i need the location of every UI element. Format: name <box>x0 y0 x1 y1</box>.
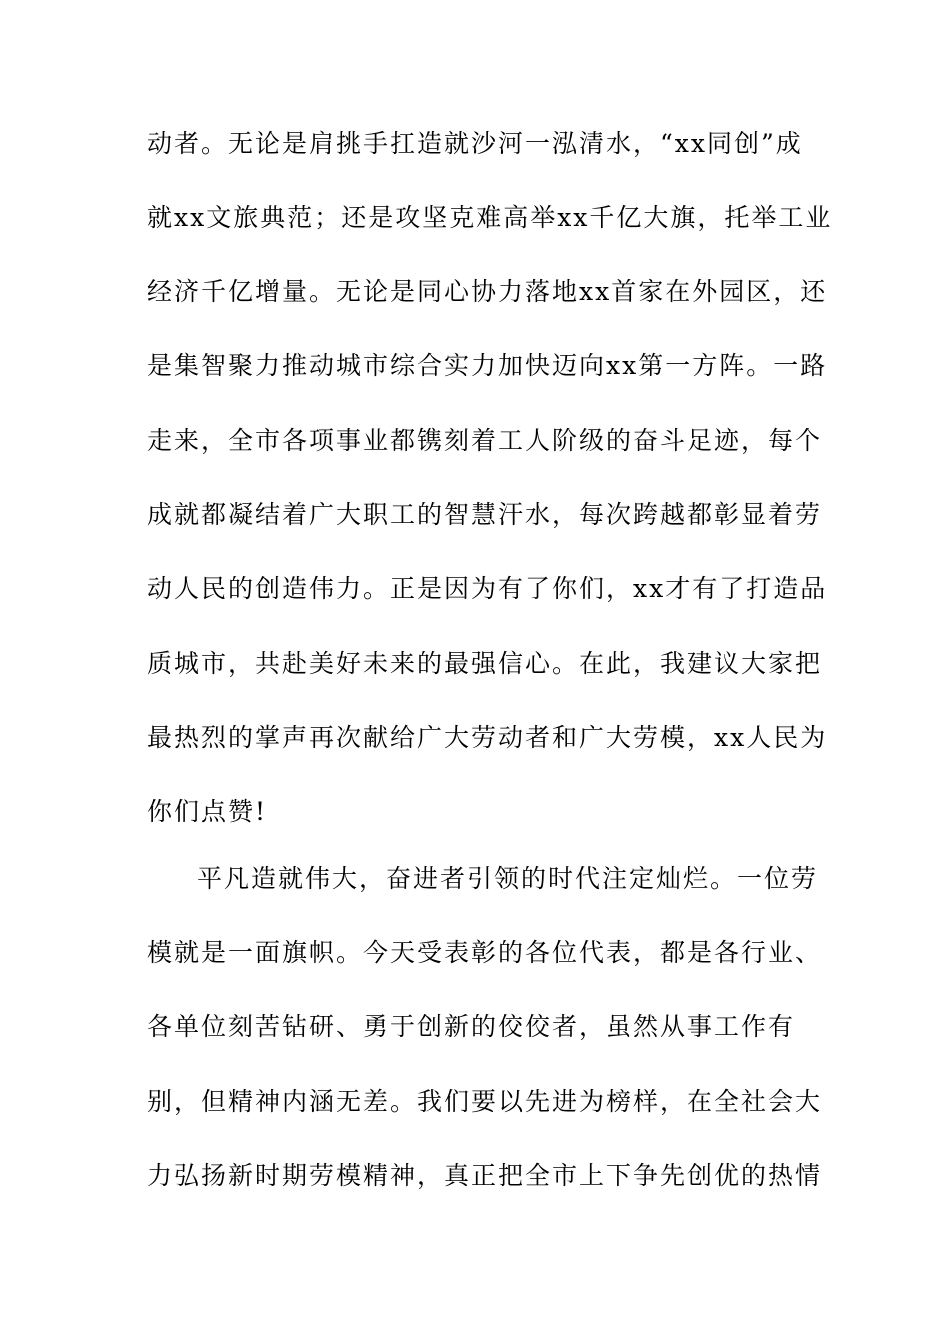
paragraph-line: 模就是一面旗帜。今天受表彰的各位代表，都是各行业、 <box>147 938 823 967</box>
paragraph-first-line: 平凡造就伟大，奋进者引领的时代注定灿烂。一位劳 <box>197 864 819 893</box>
paragraph-line: 经济千亿增量。无论是同心协力落地xx首家在外园区，还 <box>147 277 828 306</box>
paragraph-line: 最热烈的掌声再次献给广大劳动者和广大劳模，xx人民为 <box>147 723 828 752</box>
paragraph-line: 别，但精神内涵无差。我们要以先进为榜样，在全社会大 <box>147 1087 823 1116</box>
paragraph-line: 动人民的创造伟力。正是因为有了你们，xx才有了打造品 <box>147 574 828 603</box>
paragraph-line: 力弘扬新时期劳模精神，真正把全市上下争先创优的热情 <box>147 1161 823 1190</box>
paragraph-line: 是集智聚力推动城市综合实力加快迈向xx第一方阵。一路 <box>147 351 828 380</box>
paragraph-line: 走来，全市各项事业都镌刻着工人阶级的奋斗足迹，每个 <box>147 426 823 455</box>
paragraph-line: 成就都凝结着广大职工的智慧汗水，每次跨越都彰显着劳 <box>147 500 823 529</box>
paragraph-line: 动者。无论是肩挑手扛造就沙河一泓清水，“xx同创”成 <box>147 129 803 158</box>
paragraph-line: 就xx文旅典范；还是攻坚克难高举xx千亿大旗，托举工业 <box>147 203 833 232</box>
paragraph-line: 你们点赞! <box>147 797 268 826</box>
paragraph-line: 各单位刻苦钻研、勇于创新的佼佼者，虽然从事工作有 <box>147 1012 796 1041</box>
paragraph-line: 质城市，共赴美好未来的最强信心。在此，我建议大家把 <box>147 649 823 678</box>
